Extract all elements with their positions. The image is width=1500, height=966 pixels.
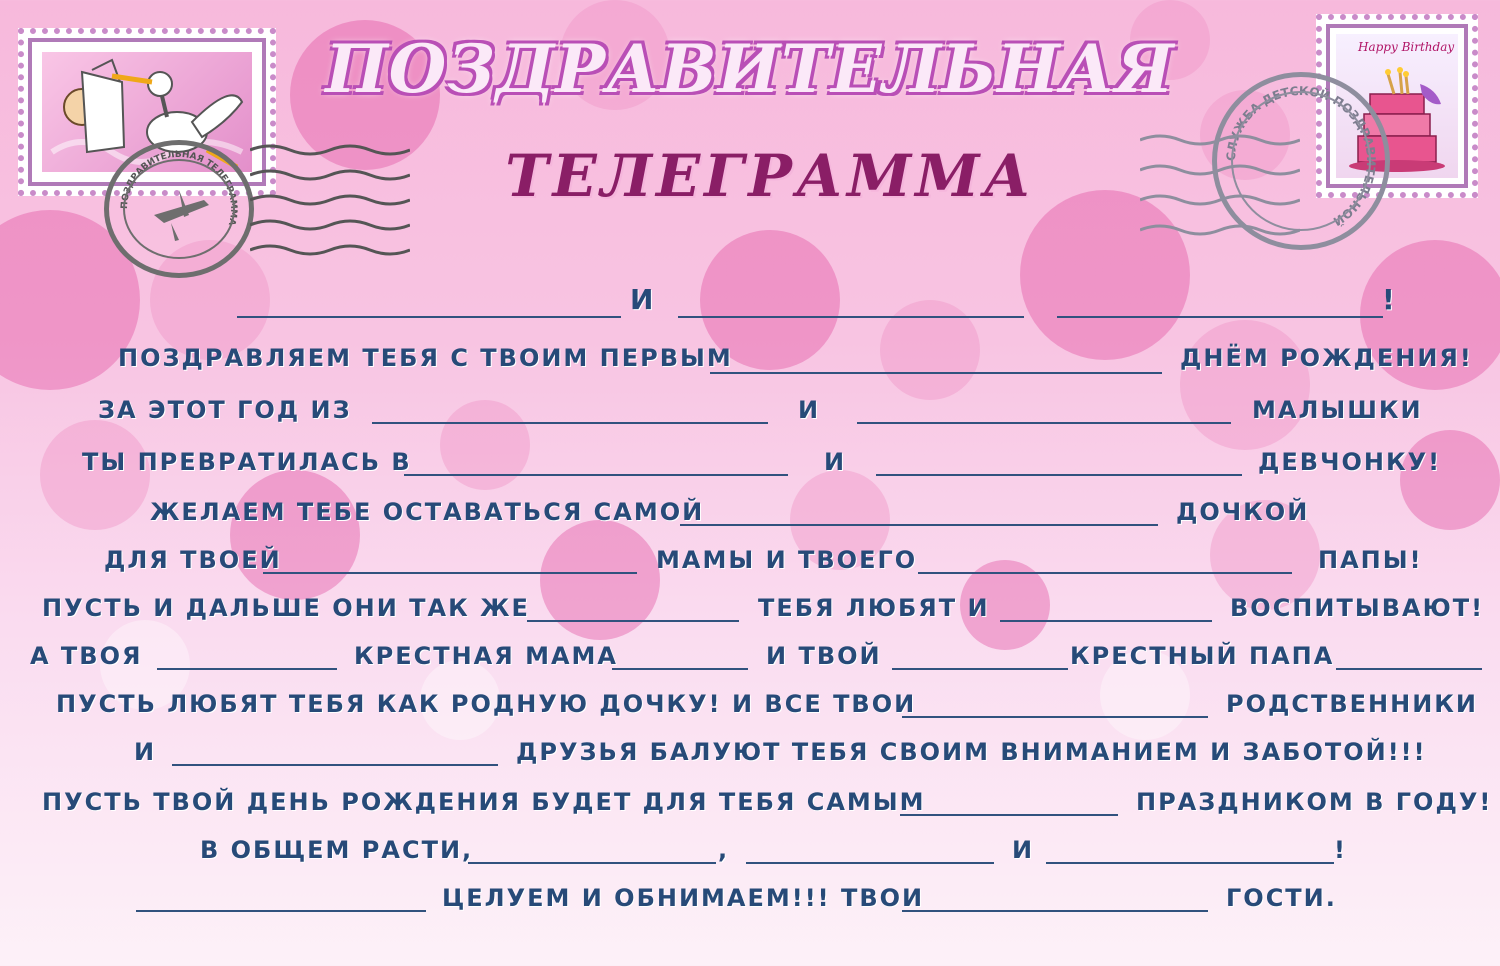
letter-line-10: И ДРУЗЬЯ БАЛУЮТ ТЕБЯ СВОИМ ВНИМАНИЕМ И ЗАБОТОЙ!!! bbox=[134, 738, 1427, 766]
blank-field[interactable] bbox=[1046, 862, 1334, 864]
letter-line-4: ТЫ ПРЕВРАТИЛАСЬ В И ДЕВЧОНКУ! bbox=[82, 448, 1442, 476]
letter-line-11: ПУСТЬ ТВОЙ ДЕНЬ РОЖДЕНИЯ БУДЕТ ДЛЯ ТЕБЯ САМЫМ ПРАЗДНИКОМ В ГОДУ! bbox=[42, 788, 1493, 816]
letter-line-8: А ТВОЯ КРЕСТНАЯ МАМА И ТВОЙ КРЕСТНЫЙ ПАПА bbox=[0, 630, 1500, 680]
blank-field[interactable] bbox=[857, 422, 1231, 424]
letter-line-13: ЦЕЛУЕМ И ОБНИМАЕМ!!! ТВОИ ГОСТИ. bbox=[0, 872, 1500, 922]
blank-field[interactable] bbox=[372, 422, 768, 424]
blank-field[interactable] bbox=[876, 474, 1242, 476]
happy-birthday-text: Happy Birthday bbox=[1358, 40, 1455, 54]
letter-line-9: ПУСТЬ ЛЮБЯТ ТЕБЯ КАК РОДНУЮ ДОЧКУ! И ВСЕ ТВОИ РОДСТВЕННИКИ bbox=[56, 690, 1478, 718]
letter-line-12: В ОБЩЕМ РАСТИ, , И ! bbox=[200, 836, 1347, 864]
right-postmark-text: СЛУЖБА ДЕТСКОЙ ПОЗДРАВИТЕЛЬНОЙ bbox=[1223, 83, 1379, 229]
blank-field[interactable] bbox=[612, 668, 748, 670]
letter-line-7: ПУСТЬ И ДАЛЬШЕ ОНИ ТАК ЖЕ ТЕБЯ ЛЮБЯТ И ВОСПИТЫВАЮТ! bbox=[42, 594, 1485, 622]
blank-field[interactable] bbox=[404, 474, 788, 476]
blank-field[interactable] bbox=[902, 910, 1208, 912]
blank-field[interactable] bbox=[172, 764, 498, 766]
blank-field[interactable] bbox=[136, 910, 426, 912]
blank-field[interactable] bbox=[746, 862, 994, 864]
page-subtitle: ТЕЛЕГРАММА bbox=[505, 142, 1035, 210]
letter-line-5: ЖЕЛАЕМ ТЕБЕ ОСТАВАТЬСЯ САМОЙ ДОЧКОЙ bbox=[150, 498, 1310, 526]
blank-field[interactable] bbox=[527, 620, 739, 622]
letter-line-6: ДЛЯ ТВОЕЙ МАМЫ И ТВОЕГО ПАПЫ! bbox=[104, 546, 1423, 574]
blank-field[interactable] bbox=[892, 668, 1068, 670]
blank-field[interactable] bbox=[263, 572, 637, 574]
blank-field[interactable] bbox=[918, 572, 1292, 574]
blank-field[interactable] bbox=[900, 814, 1118, 816]
blank-field[interactable] bbox=[680, 524, 1158, 526]
left-postmark-text: ПОЗДРАВИТЕЛЬНАЯ ТЕЛЕГРАММА bbox=[119, 149, 239, 227]
blank-field[interactable] bbox=[902, 716, 1208, 718]
letter-line-1: И ! bbox=[0, 276, 1500, 326]
letter-line-3: ЗА ЭТОТ ГОД ИЗ И МАЛЫШКИ bbox=[98, 396, 1423, 424]
blank-field[interactable] bbox=[468, 862, 716, 864]
blank-field[interactable] bbox=[1000, 620, 1212, 622]
letter-line-2: ПОЗДРАВЛЯЕМ ТЕБЯ С ТВОИМ ПЕРВЫМ ДНЁМ РОЖДЕНИЯ! bbox=[118, 344, 1473, 372]
blank-field[interactable] bbox=[157, 668, 337, 670]
blank-field[interactable] bbox=[710, 372, 1162, 374]
blank-field[interactable] bbox=[678, 316, 1024, 318]
blank-field[interactable] bbox=[237, 316, 621, 318]
page-title: ПОЗДРАВИТЕЛЬНАЯ bbox=[325, 30, 1175, 108]
blank-field[interactable] bbox=[1336, 668, 1482, 670]
blank-field[interactable] bbox=[1057, 316, 1383, 318]
